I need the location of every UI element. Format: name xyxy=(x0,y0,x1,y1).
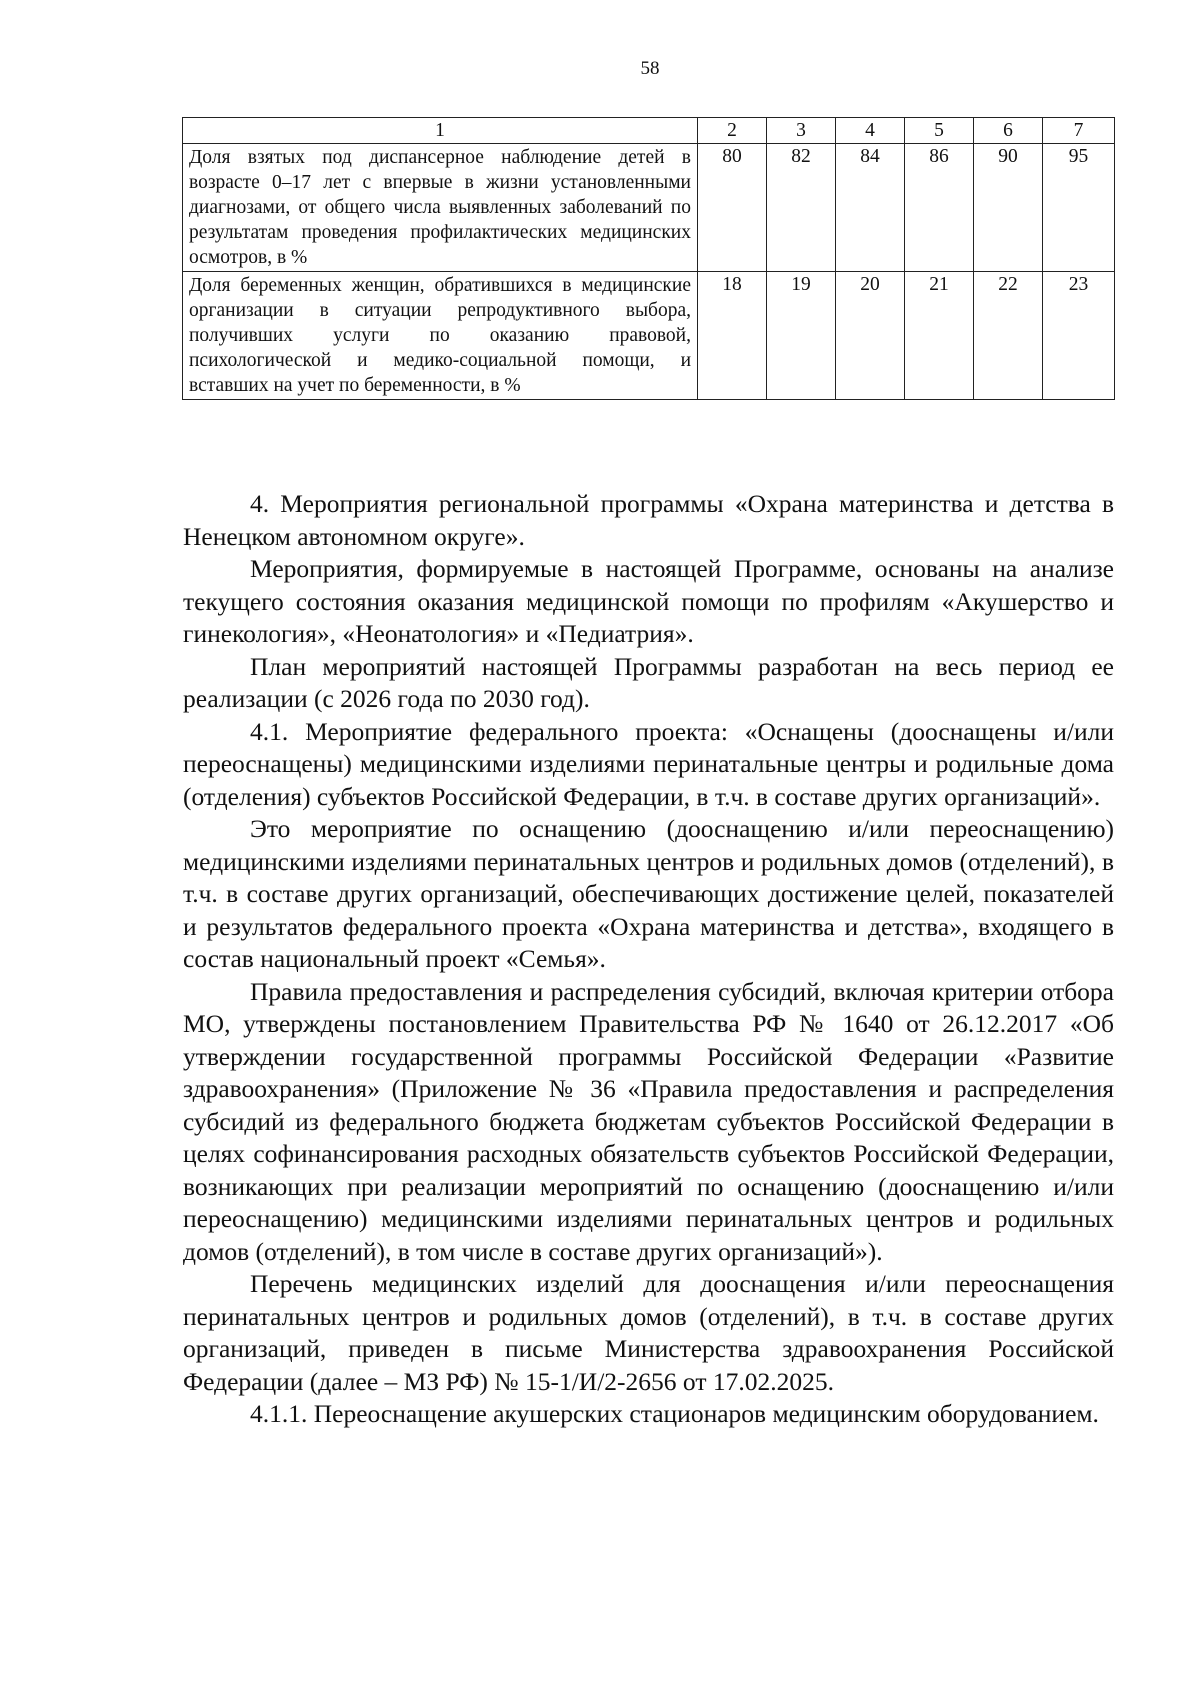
paragraph: Мероприятия, формируемые в настоящей Программе, основаны на анализе текущего состояния оказания медицинской помощи по профилям «Акушерство и гинекология», «Неонатология» и «Педиатрия». xyxy=(183,554,1114,648)
paragraph: Это мероприятие по оснащению (дооснащению и/или переоснащению) медицинскими изделиями перинатальных центров и родильных домов (отделений), в т.ч. в составе других организаций, обеспечивающих достижение целей, показателей и результатов федерального проекта «Охрана материнства и детства», входящего в состав национальный проект «Семья». xyxy=(183,814,1114,973)
paragraph: Перечень медицинских изделий для дооснащения и/или переоснащения перинатальных центров и родильных домов (отделений), в т.ч. в составе других организаций, приведен в письме Министерства здравоохранения Российской Федерации (далее – МЗ РФ) № 15-1/И/2-2656 от 17.02.2025. xyxy=(183,1269,1114,1396)
column-header: 1 xyxy=(183,118,698,144)
column-header: 2 xyxy=(698,118,767,144)
indicator-name-cell: Доля беременных женщин, обратившихся в медицинские организации в ситуации репродуктивного выбора, получивших услуги по оказанию правовой, психологической и медико-социальной помощи, и вставших на учет по беременности, в % xyxy=(183,272,698,400)
value-cell: 84 xyxy=(836,144,905,272)
indicator-table xyxy=(182,117,1115,400)
paragraph: План мероприятий настоящей Программы разработан на весь период ее реализации (с 2026 года по 2030 год). xyxy=(183,651,1114,713)
value-cell: 19 xyxy=(767,272,836,400)
value-cell: 90 xyxy=(974,144,1043,272)
column-header: 3 xyxy=(767,118,836,144)
value-cell: 23 xyxy=(1043,272,1115,400)
column-header: 7 xyxy=(1043,118,1115,144)
value-cell: 86 xyxy=(905,144,974,272)
section-heading: 4. Мероприятия региональной программы «Охрана материнства и детства в Ненецком автономном округе». xyxy=(183,489,1114,551)
column-header: 6 xyxy=(974,118,1043,144)
value-cell: 80 xyxy=(698,144,767,272)
column-header: 4 xyxy=(836,118,905,144)
value-cell: 22 xyxy=(974,272,1043,400)
subsection-heading: 4.1.1. Переоснащение акушерских стационаров медицинским оборудованием. xyxy=(250,1399,1099,1428)
column-header: 5 xyxy=(905,118,974,144)
table-header-row xyxy=(183,118,1115,144)
document-body xyxy=(183,488,1114,1431)
value-cell: 18 xyxy=(698,272,767,400)
value-cell: 82 xyxy=(767,144,836,272)
value-cell: 20 xyxy=(836,272,905,400)
indicator-name-cell: Доля взятых под диспансерное наблюдение детей в возрасте 0–17 лет с впервые в жизни установленными диагнозами, от общего числа выявленных заболеваний по результатам проведения профилактических медицинских осмотров, в % xyxy=(183,144,698,272)
paragraph: Правила предоставления и распределения субсидий, включая критерии отбора МО, утверждены постановлением Правительства РФ № 1640 от 26.12.2017 «Об утверждении государственной программы Российской Федерации «Развитие здравоохранения» (Приложение № 36 «Правила предоставления и распределения субсидий из федерального бюджета бюджетам субъектов Российской Федерации в целях софинансирования расходных обязательств субъектов Российской Федерации, возникающих при реализации мероприятий по оснащению (дооснащению и/или переоснащению) медицинскими изделиями перинатальных центров и родильных домов (отделений), в том числе в составе других организаций»). xyxy=(183,976,1114,1266)
table-row xyxy=(183,144,1115,272)
subsection-heading: 4.1. Мероприятие федерального проекта: «Оснащены (дооснащены и/или переоснащены) медицинскими изделиями перинатальные центры и родильные дома (отделения) субъектов Российской Федерации, в т.ч. в составе других организаций». xyxy=(183,716,1114,811)
value-cell: 21 xyxy=(905,272,974,400)
value-cell: 95 xyxy=(1043,144,1115,272)
table-row xyxy=(183,272,1115,400)
page-number: 58 xyxy=(640,58,660,79)
